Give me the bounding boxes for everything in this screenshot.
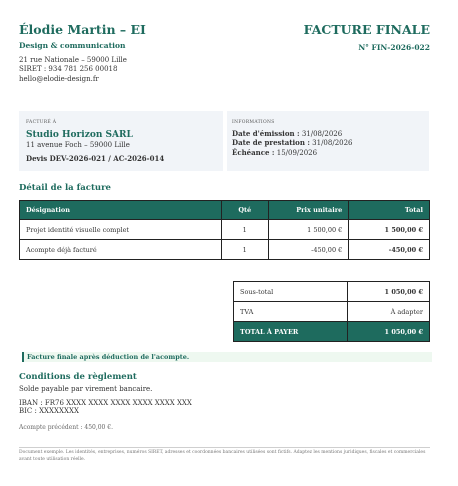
service-date-label: Date de prestation : xyxy=(232,138,310,147)
vat-label: TVA xyxy=(234,302,348,322)
details-title: Détail de la facture xyxy=(19,183,111,193)
sender-tagline: Design & communication xyxy=(19,41,126,50)
info-box xyxy=(19,111,429,171)
service-date-value: 31/08/2026 xyxy=(309,139,353,147)
row-qty: 1 xyxy=(221,220,268,240)
col-total-header: Total xyxy=(349,201,430,220)
grand-total-label: TOTAL À PAYER xyxy=(234,322,348,342)
subtotal-value: 1 050,00 € xyxy=(347,282,429,302)
payment-iban: IBAN : FR76 XXXX XXXX XXXX XXXX XXXX XXX xyxy=(19,399,192,407)
vat-value: À adapter xyxy=(347,302,429,322)
sender-address: 21 rue Nationale – 59000 Lille xyxy=(19,56,127,64)
row-total: 1 500,00 € xyxy=(349,220,430,240)
sender-email: hello@elodie-design.fr xyxy=(19,75,99,83)
payment-method: Solde payable par virement bancaire. xyxy=(19,385,153,393)
note-text: Facture finale après déduction de l'acompte. xyxy=(27,353,190,361)
due-date-line xyxy=(232,148,317,157)
client-address: 11 avenue Foch – 59000 Lille xyxy=(26,141,130,149)
vat-row xyxy=(234,302,430,322)
row-total: -450,00 € xyxy=(349,240,430,260)
due-date-value: 15/09/2026 xyxy=(274,149,318,157)
row-designation: Acompte déjà facturé xyxy=(20,240,222,260)
col-qty-header: Qté xyxy=(221,201,268,220)
document-number: N° FIN-2026-022 xyxy=(358,43,430,52)
info-box-divider xyxy=(223,111,227,171)
subtotal-row xyxy=(234,282,430,302)
note-callout xyxy=(22,352,432,362)
document-title: FACTURE FINALE xyxy=(303,22,430,37)
payment-bic: BIC : XXXXXXXX xyxy=(19,407,79,415)
row-designation: Projet identité visuelle complet xyxy=(20,220,222,240)
issue-date-line xyxy=(232,129,342,138)
table-row xyxy=(20,240,430,260)
row-unit-price: -450,00 € xyxy=(268,240,349,260)
client-reference: Devis DEV-2026-021 / AC-2026-014 xyxy=(26,154,165,163)
col-unit-price-header: Prix unitaire xyxy=(268,201,349,220)
grand-total-value: 1 050,00 € xyxy=(347,322,429,342)
grand-total-row xyxy=(234,322,430,342)
table-row xyxy=(20,220,430,240)
information-label: INFORMATIONS xyxy=(232,120,275,125)
row-qty: 1 xyxy=(221,240,268,260)
sender-siret: SIRET : 934 781 256 00018 xyxy=(19,65,118,73)
previous-deposit: Acompte précédent : 450,00 €. xyxy=(19,424,114,431)
subtotal-label: Sous-total xyxy=(234,282,348,302)
service-date-line xyxy=(232,138,353,147)
due-date-label: Échéance : xyxy=(232,148,275,157)
items-table xyxy=(19,200,430,260)
row-unit-price: 1 500,00 € xyxy=(268,220,349,240)
sender-name: Élodie Martin – EI xyxy=(19,22,146,37)
billed-to-label: FACTURÉ À xyxy=(26,120,57,125)
items-header-row xyxy=(20,201,430,220)
issue-date-value: 31/08/2026 xyxy=(299,130,343,138)
footer-disclaimer: Document exemple. Les identités, entreprises, numéros SIRET, adresses et coordonnées bancaires utilisées sont fictifs. Adaptez les mentions juridiques, fiscales et commerciales avant toute utilisation réelle. xyxy=(19,450,426,462)
footer-separator xyxy=(19,447,430,448)
client-name: Studio Horizon SARL xyxy=(26,130,133,140)
issue-date-label: Date d'émission : xyxy=(232,129,300,138)
col-designation-header: Désignation xyxy=(20,201,222,220)
totals-table xyxy=(233,281,430,342)
payment-title: Conditions de règlement xyxy=(19,372,137,382)
